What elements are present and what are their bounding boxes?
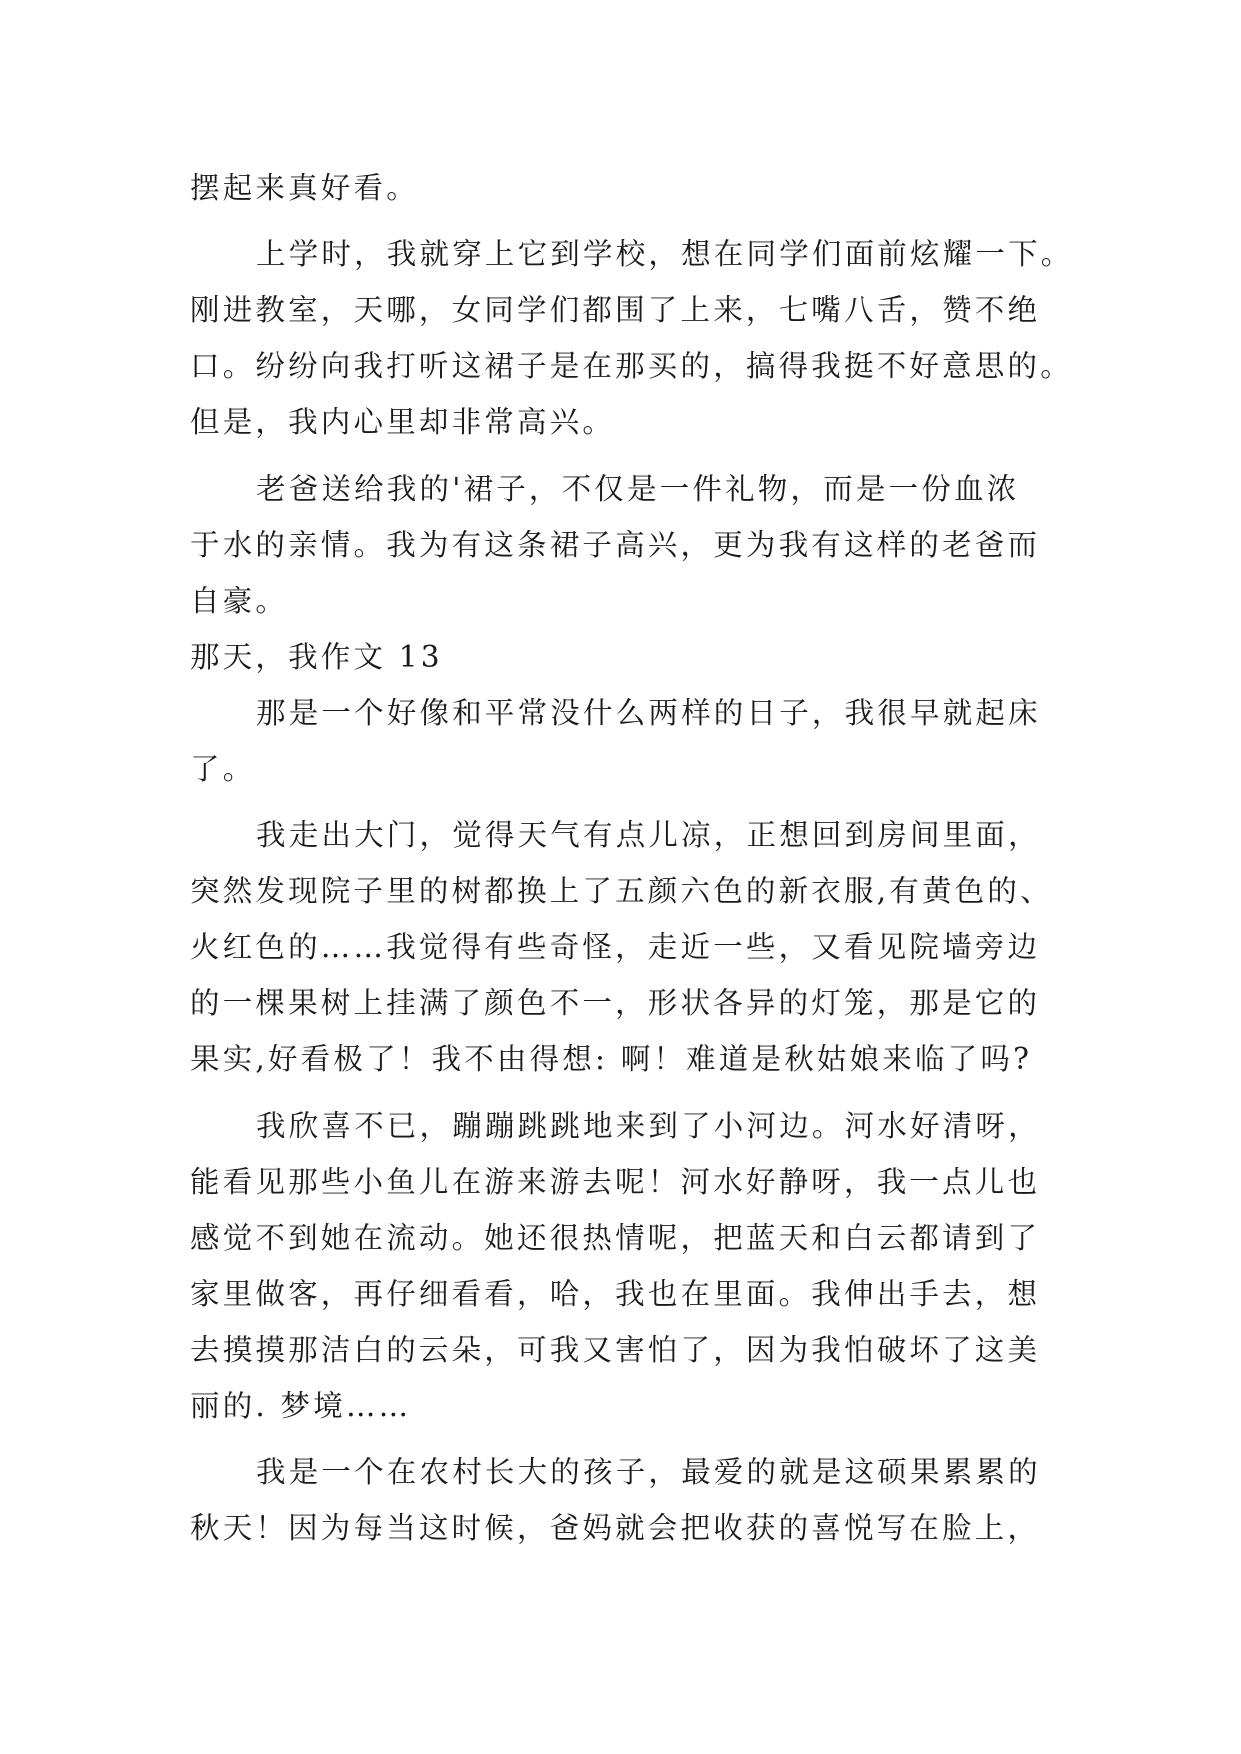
text-line: 感觉不到她在流动。她还很热情呢，把蓝天和白云都请到了: [190, 1221, 1041, 1255]
text-line: 秋天！因为每当这时候，爸妈就会把收获的喜悦写在脸上，: [190, 1511, 1041, 1545]
text-line: 火红色的……我觉得有些奇怪，走近一些，又看见院墙旁边: [190, 930, 1041, 964]
paragraph-first-line: 老爸送给我的'裙子，不仅是一件礼物，而是一份血浓: [256, 472, 1020, 506]
text-line: 家里做客，再仔细看看，哈，我也在里面。我伸出手去，想: [190, 1277, 1041, 1311]
text-line: 刚进教室，天哪，女同学们都围了上来，七嘴八舌，赞不绝: [190, 293, 1041, 327]
text-line: 口。纷纷向我打听这裙子是在那买的，搞得我挺不好意思的。: [190, 349, 1073, 383]
paragraph-first-line: 那是一个好像和平常没什么两样的日子，我很早就起床: [256, 696, 1041, 730]
text-line: 突然发现院子里的树都换上了五颜六色的新衣服,有黄色的、: [190, 874, 1053, 908]
paragraph-first-line: 我走出大门，觉得天气有点儿凉，正想回到房间里面，: [256, 818, 1041, 852]
text-line: 于水的亲情。我为有这条裙子高兴，更为我有这样的老爸而: [190, 528, 1041, 562]
paragraph-first-line: 上学时，我就穿上它到学校，想在同学们面前炫耀一下。: [256, 237, 1074, 271]
text-line: 去摸摸那洁白的云朵，可我又害怕了，因为我怕破坏了这美: [190, 1333, 1041, 1367]
text-line: 了。: [190, 752, 256, 786]
text-line: 果实,好看极了！我不由得想: 啊！难道是秋姑娘来临了吗?: [190, 1042, 1033, 1076]
text-line: 能看见那些小鱼儿在游来游去呢！河水好静呀，我一点儿也: [190, 1165, 1041, 1199]
text-line: 的一棵果树上挂满了颜色不一，形状各异的灯笼，那是它的: [190, 986, 1041, 1020]
text-line: 但是，我内心里却非常高兴。: [190, 405, 616, 439]
text-line: 自豪。: [190, 584, 289, 618]
section-title: 那天，我作文 13: [190, 640, 443, 674]
text-line: 丽的. 梦境……: [190, 1389, 412, 1423]
paragraph-first-line: 我欣喜不已，蹦蹦跳跳地来到了小河边。河水好清呀，: [256, 1109, 1041, 1143]
text-line: 摆起来真好看。: [190, 171, 419, 205]
paragraph-first-line: 我是一个在农村长大的孩子，最爱的就是这硕果累累的: [256, 1455, 1041, 1489]
